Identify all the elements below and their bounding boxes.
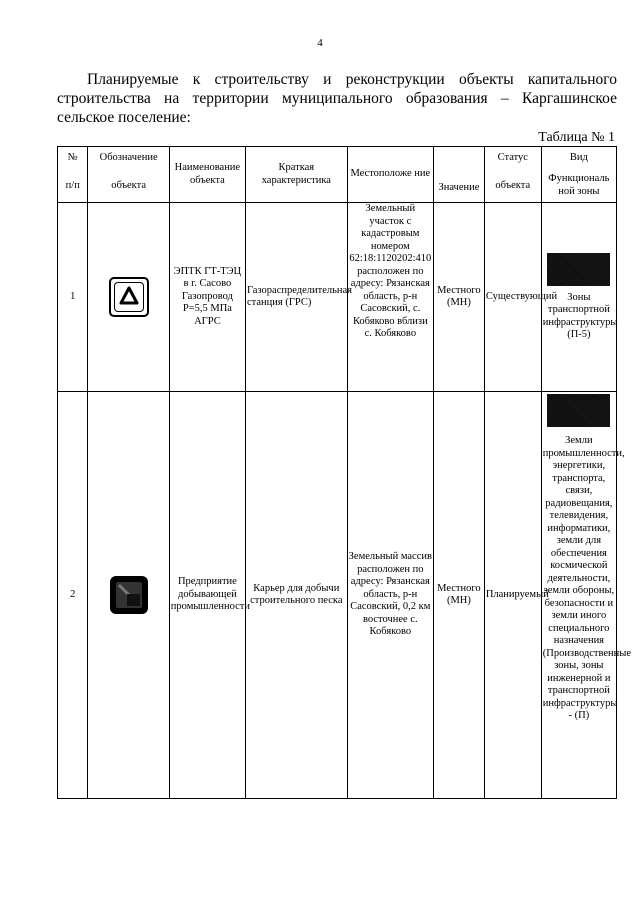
header-status-top: Статус: [484, 147, 541, 170]
row-description: Газораспределительная станция (ГРС): [246, 203, 348, 392]
header-name: Наименование объекта: [169, 147, 245, 203]
row-location: Земельный массив расположен по адресу: Рязанская область, р-н Сасовский, 0,2 км восточнее с. Кобяково: [347, 392, 433, 799]
row-name: ЭПТК ГТ-ТЭЦ в г. Сасово Газопровод Р=5,5 МПа АГРС: [169, 203, 245, 392]
row-significance: Местного (МН): [434, 203, 485, 392]
row-significance: Местного (МН): [434, 392, 485, 799]
row-number: 1: [58, 203, 88, 392]
zone-label: Земли промышленности, энергетики, транспорта, связи, радиовещания, телевидения, информатики, земли для обеспечения космической деятельности, земли обороны, безопасности и земли иного специального назначения (Производственные зоны, зоны инженерной и транспортной инфраструктуры - (П): [542, 435, 632, 721]
table-row: [58, 203, 617, 392]
header-num-top: №: [58, 147, 88, 170]
row-name: Предприятие добывающей промышленности: [169, 392, 245, 799]
row-status: Планируемый: [484, 392, 541, 799]
table-caption: Таблица № 1: [538, 130, 615, 145]
zone-label: Зоны транспортной инфраструктуры (П-5): [542, 291, 618, 340]
header-num-bottom: п/п: [58, 170, 88, 203]
row-location: Земельный участок с кадастровым номером 62:18:1120202:410 расположен по адресу: Рязанская область, р-н Сасовский, с. Кобяково вблизи с. Кобяково: [347, 203, 433, 392]
page-number: 4: [317, 37, 323, 49]
row-symbol: [88, 203, 169, 392]
objects-table: [57, 146, 632, 799]
header-description: Краткая характеристика: [246, 147, 348, 203]
row-number: 2: [58, 392, 88, 799]
header-location: Местоположе ние: [347, 147, 433, 203]
header-symbol-bottom: объекта: [88, 170, 169, 203]
header-symbol-top: Обозначение: [88, 147, 169, 170]
zone-hatch-swatch: [547, 253, 610, 286]
row-zone: [541, 392, 632, 799]
row-description: Карьер для добычи строительного песка: [246, 392, 348, 799]
table-row: [58, 392, 617, 799]
header-status-bottom: объекта: [484, 170, 541, 203]
intro-paragraph: Планируемые к строительству и реконструкции объекты капитального строительства на территории муниципального образования – Каргашинское сельское поселение:: [57, 71, 617, 126]
header-zone-top: Вид: [541, 147, 616, 170]
header-significance: Значение: [434, 147, 485, 203]
table-header-row-top: [58, 147, 617, 170]
row-status: Существующий: [484, 203, 541, 392]
triangle-in-rounded-square-icon: [109, 277, 149, 317]
row-symbol: [88, 392, 169, 799]
zone-hatch-swatch: [547, 394, 610, 427]
header-zone-bottom: Функциональ ной зоны: [541, 170, 616, 203]
quarry-icon: [110, 576, 148, 614]
